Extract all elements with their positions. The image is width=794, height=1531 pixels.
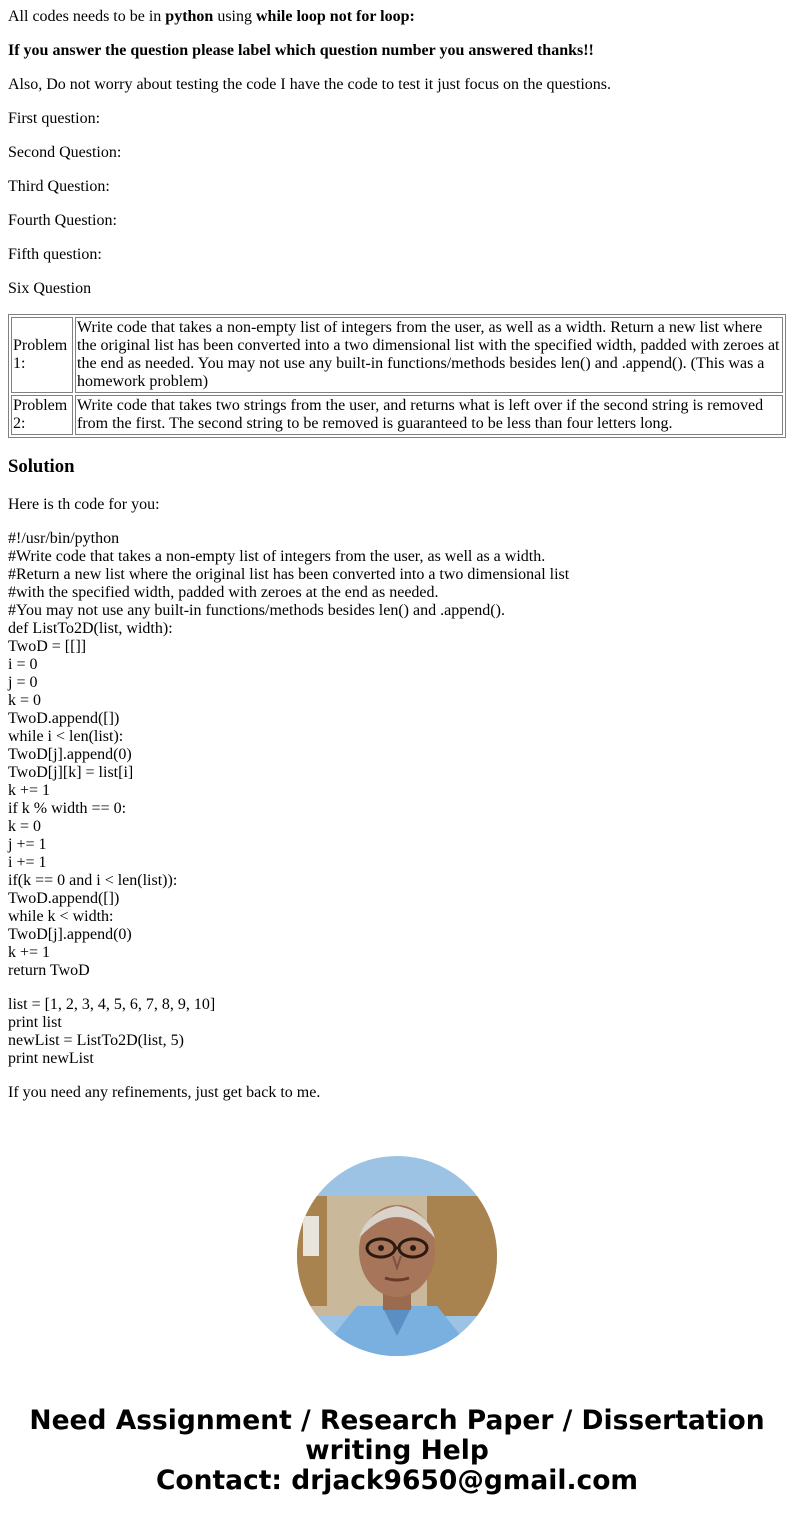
code-line: TwoD.append([]) xyxy=(8,710,120,727)
solution-closing: If you need any refinements, just get back to me. xyxy=(8,1084,321,1101)
code-line: #You may not use any built-in functions/methods besides len() and .append(). xyxy=(8,602,505,619)
author-photo-image xyxy=(297,1156,497,1356)
problem-1-label: Problem 1: xyxy=(11,317,73,393)
table-row xyxy=(11,395,783,435)
intro-line-1 xyxy=(8,8,786,26)
problem-1-text: Write code that takes a non-empty list of integers from the user, as well as a width. Return a new list where the original list has been converted into a two dimensional list with the specified width, padded with zeroes at the end as needed. You may not use any built-in functions/methods besides len() and .append(). (This was a homework problem) xyxy=(75,317,783,393)
code-line: k = 0 xyxy=(8,818,42,835)
question-2: Second Question: xyxy=(8,144,122,161)
page-content xyxy=(0,8,794,1496)
code-line: TwoD = [[]] xyxy=(8,638,87,655)
code-line: j += 1 xyxy=(8,836,47,853)
promo-banner xyxy=(8,1406,786,1496)
code-line: print newList xyxy=(8,1050,94,1067)
code-line: #with the specified width, padded with zeroes at the end as needed. xyxy=(8,584,439,601)
code-line: while k < width: xyxy=(8,908,114,925)
question-1: First question: xyxy=(8,110,101,127)
code-line: #Return a new list where the original list has been converted into a two dimensional list xyxy=(8,566,570,583)
code-line: k = 0 xyxy=(8,692,42,709)
question-4: Fourth Question: xyxy=(8,212,117,229)
promo-line-2: writing Help xyxy=(305,1435,489,1466)
intro-label-instruction: If you answer the question please label which question number you answered thanks!! xyxy=(8,42,594,59)
problems-table xyxy=(8,314,786,438)
code-line: i = 0 xyxy=(8,656,38,673)
intro-text-1: All codes needs to be in xyxy=(8,8,166,25)
code-line: TwoD[j][k] = list[i] xyxy=(8,764,134,781)
code-line: return TwoD xyxy=(8,962,90,979)
promo-contact: Contact: drjack9650@gmail.com xyxy=(155,1465,639,1496)
intro-line-3: Also, Do not worry about testing the code I have the code to test it just focus on the questions. xyxy=(8,76,611,93)
code-line: print list xyxy=(8,1014,62,1031)
code-line: list = [1, 2, 3, 4, 5, 6, 7, 8, 9, 10] xyxy=(8,996,216,1013)
code-line: TwoD.append([]) xyxy=(8,890,120,907)
code-line: if(k == 0 and i < len(list)): xyxy=(8,872,178,889)
problem-2-label: Problem 2: xyxy=(11,395,73,435)
code-line: while i < len(list): xyxy=(8,728,124,745)
code-line: def ListTo2D(list, width): xyxy=(8,620,173,637)
promo-line-1: Need Assignment / Research Paper / Dissertation xyxy=(29,1405,765,1436)
code-block-function xyxy=(8,530,786,980)
solution-intro: Here is th code for you: xyxy=(8,496,160,513)
question-5: Fifth question: xyxy=(8,246,102,263)
problem-2-text: Write code that takes two strings from the user, and returns what is left over if the second string is removed from the first. The second string to be removed is guaranteed to be less than four letters long. xyxy=(75,395,783,435)
code-line: newList = ListTo2D(list, 5) xyxy=(8,1032,184,1049)
code-block-usage xyxy=(8,996,786,1068)
code-line: #!/usr/bin/python xyxy=(8,530,120,547)
intro-bold-python: python xyxy=(165,8,214,25)
code-line: i += 1 xyxy=(8,854,47,871)
code-line: k += 1 xyxy=(8,944,51,961)
intro-bold-while: while loop not for loop: xyxy=(256,8,415,25)
code-line: TwoD[j].append(0) xyxy=(8,746,132,763)
code-line: j = 0 xyxy=(8,674,38,691)
intro-line-2 xyxy=(8,42,786,60)
question-6: Six Question xyxy=(8,280,92,297)
code-line: k += 1 xyxy=(8,782,51,799)
question-3: Third Question: xyxy=(8,178,110,195)
author-avatar xyxy=(297,1156,497,1356)
code-line: if k % width == 0: xyxy=(8,800,127,817)
code-line: #Write code that takes a non-empty list of integers from the user, as well as a width. xyxy=(8,548,546,565)
solution-heading: Solution xyxy=(8,456,75,477)
intro-text-2: using xyxy=(213,8,256,25)
code-line: TwoD[j].append(0) xyxy=(8,926,132,943)
author-avatar-container xyxy=(8,1156,786,1356)
table-row xyxy=(11,317,783,393)
